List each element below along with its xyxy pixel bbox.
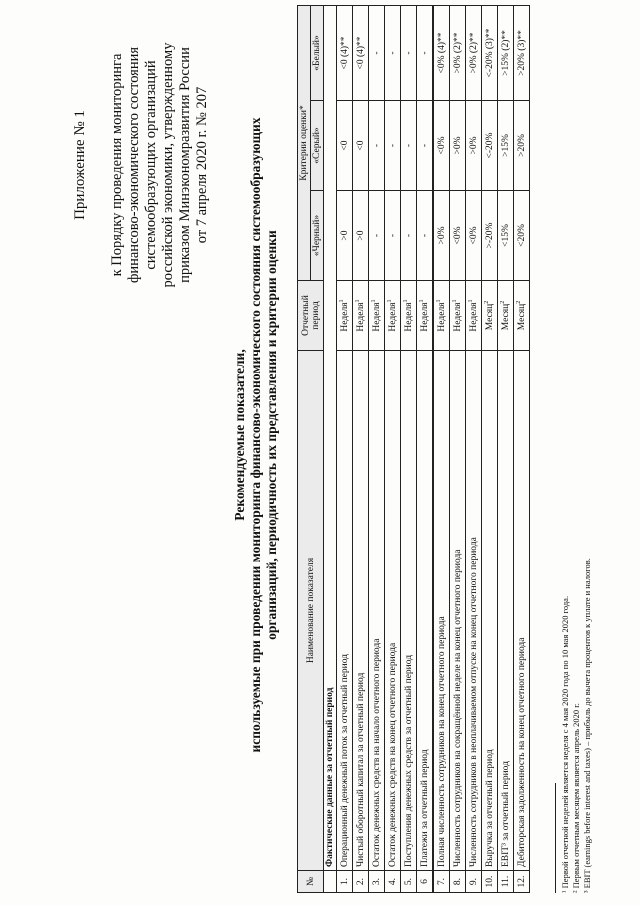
- row-number: 9.: [466, 871, 482, 893]
- appendix-line: системообразующих организаций: [143, 60, 159, 270]
- criterion-grey: >0%: [450, 101, 466, 191]
- footnote-ref: 1: [435, 299, 442, 303]
- indicator-name: Чистый оборотный капитал за отчетный период: [353, 351, 369, 871]
- footnote-rule: [555, 783, 556, 893]
- reporting-period: Неделя$^1$: [433, 281, 450, 351]
- criterion-black: >-20%: [482, 191, 498, 281]
- criterion-white: <0 (4)**: [353, 5, 369, 100]
- row-number: 10.: [482, 871, 498, 893]
- header-grey: «Серый»: [311, 101, 324, 191]
- reporting-period: Неделя$^1$: [337, 281, 353, 351]
- section-title: Фактические данные за отчетный период: [324, 5, 337, 870]
- header-criteria: Критерии оценки*: [298, 5, 311, 280]
- table-row: [369, 5, 385, 892]
- criterion-black: -: [417, 191, 434, 281]
- criterion-grey: <0: [353, 101, 369, 191]
- reporting-period: Месяц$^2$: [482, 281, 498, 351]
- title-line: Рекомендуемые показатели,: [232, 349, 247, 521]
- criterion-white: <0 (4)**: [337, 5, 353, 100]
- header-white: «Белый»: [311, 5, 324, 100]
- criterion-white: -: [401, 5, 417, 100]
- row-number: 1.: [337, 871, 353, 893]
- indicator-name: Численность сотрудников на сокращённой неделе на конец отчетного периода: [450, 351, 466, 871]
- title-line: организаций, периодичность их представления и критерии оценки: [264, 230, 279, 640]
- row-number: 8.: [450, 871, 466, 893]
- criterion-white: >15% (2)**: [498, 5, 514, 100]
- reporting-period: Неделя$^1$: [401, 281, 417, 351]
- header-num: №: [298, 871, 324, 893]
- reporting-period: Неделя$^1$: [353, 281, 369, 351]
- indicator-name: Дебиторская задолженность на конец отчетного периода: [514, 351, 530, 871]
- appendix-line: к Порядку проведения мониторинга: [109, 53, 125, 277]
- footnote-ref: 2: [483, 300, 490, 304]
- indicator-name: Платежи за отчетный период: [417, 351, 434, 871]
- criterion-grey: <0: [337, 101, 353, 191]
- section-row: [324, 5, 337, 892]
- reporting-period: Неделя$^1$: [369, 281, 385, 351]
- footnote-ref: 1: [467, 299, 474, 303]
- table-row: [385, 5, 401, 892]
- footnote-ref: 1: [370, 299, 377, 303]
- criterion-white: -: [385, 5, 401, 100]
- reporting-period: Неделя$^1$: [417, 281, 434, 351]
- criterion-white: <0% (4)**: [433, 5, 450, 100]
- criterion-grey: -: [401, 101, 417, 191]
- document-title: [232, 55, 280, 815]
- appendix-line: от 7 апреля 2020 г. № 207: [194, 86, 210, 244]
- appendix-line: российской экономики, утвержденному: [160, 42, 176, 288]
- criterion-grey: -: [417, 101, 434, 191]
- table-row: [401, 5, 417, 892]
- reporting-period: Неделя$^1$: [385, 281, 401, 351]
- table-row: [337, 5, 353, 892]
- row-number: 4.: [385, 871, 401, 893]
- criterion-grey: -: [385, 101, 401, 191]
- criterion-white: -: [417, 5, 434, 100]
- footnote-ref: 1: [402, 299, 409, 303]
- footnote-ref: 1: [451, 299, 458, 303]
- indicator-name: Численность сотрудников в неоплачиваемом отпуске на конец отчетного периода: [466, 351, 482, 871]
- indicator-name: Операционный денежный поток за отчетный период: [337, 351, 353, 871]
- header-black: «Черный»: [311, 191, 324, 281]
- criterion-black: >0: [337, 191, 353, 281]
- table-row: [482, 5, 498, 892]
- reporting-period: Месяц$^2$: [498, 281, 514, 351]
- criterion-black: <20%: [514, 191, 530, 281]
- row-number: 3.: [369, 871, 385, 893]
- table-body: [324, 5, 530, 892]
- reporting-period: Неделя$^1$: [450, 281, 466, 351]
- row-number: 7.: [433, 871, 450, 893]
- criterion-grey: <-20%: [482, 101, 498, 191]
- criterion-white: <-20% (3)**: [482, 5, 498, 100]
- appendix-block: [72, 15, 211, 315]
- row-number: 12.: [514, 871, 530, 893]
- criterion-white: >0% (2)**: [450, 5, 466, 100]
- footnote-1: ¹ Первой отчетной неделей является неделя с 4 мая 2020 года по 10 мая 2020 года.: [560, 595, 570, 893]
- indicator-name: Полная численность сотрудников на конец отчетного периода: [433, 351, 450, 871]
- criterion-black: >0: [353, 191, 369, 281]
- criterion-black: -: [369, 191, 385, 281]
- footnote-2: ² Первым отчетным месяцем является апрель 2020 г.: [571, 703, 581, 893]
- indicator-name: Выручка за отчетный период: [482, 351, 498, 871]
- reporting-period: Месяц$^2$: [514, 281, 530, 351]
- indicators-table: [297, 5, 530, 893]
- reporting-period: Неделя$^1$: [466, 281, 482, 351]
- criterion-black: -: [385, 191, 401, 281]
- row-number: 6: [417, 871, 434, 893]
- footnote-ref: 2: [515, 300, 522, 304]
- indicator-name: EBIT³ за отчетный период: [498, 351, 514, 871]
- row-number: 11.: [498, 871, 514, 893]
- criterion-grey: -: [369, 101, 385, 191]
- criterion-black: >0%: [433, 191, 450, 281]
- indicator-name: Поступления денежных средств за отчетный период: [401, 351, 417, 871]
- table-row: [498, 5, 514, 892]
- row-number: 2.: [353, 871, 369, 893]
- criterion-white: >20% (3)**: [514, 5, 530, 100]
- criterion-black: -: [401, 191, 417, 281]
- criterion-grey: >20%: [514, 101, 530, 191]
- footnotes: [555, 193, 593, 893]
- indicator-name: Остаток денежных средств на конец отчетного периода: [385, 351, 401, 871]
- criterion-white: -: [369, 5, 385, 100]
- criterion-black: <0%: [466, 191, 482, 281]
- indicator-name: Остаток денежных средств на начало отчетного периода: [369, 351, 385, 871]
- appendix-line: приказом Минэкономразвития России: [177, 47, 193, 283]
- criterion-grey: >0%: [466, 101, 482, 191]
- footnote-3: ³ EBIT (earnings before interest and taxes) – прибыль до вычета процентов к уплате и налогов.: [582, 558, 592, 893]
- criterion-grey: <0%: [433, 101, 450, 191]
- table-row: [417, 5, 434, 892]
- footnote-ref: 1: [418, 299, 425, 303]
- footnote-ref: 1: [354, 299, 361, 303]
- criterion-white: >0% (2)**: [466, 5, 482, 100]
- table-row: [514, 5, 530, 892]
- row-number: 5.: [401, 871, 417, 893]
- criterion-black: <15%: [498, 191, 514, 281]
- table-row: [433, 5, 450, 892]
- table-row: [450, 5, 466, 892]
- title-line: используемые при проведении мониторинга финансово-экономического состояния системообразующих: [248, 117, 263, 753]
- footnote-ref: 2: [499, 300, 506, 304]
- criterion-black: <0%: [450, 191, 466, 281]
- header-name: Наименование показателя: [298, 351, 324, 871]
- appendix-title: Приложение № 1: [72, 110, 88, 220]
- footnote-ref: 1: [338, 299, 345, 303]
- appendix-line: финансово-экономического состояния: [126, 46, 142, 284]
- table-row: [353, 5, 369, 892]
- footnote-ref: 1: [386, 299, 393, 303]
- header-period: Отчетный период: [298, 281, 324, 351]
- table-row: [466, 5, 482, 892]
- criterion-grey: >15%: [498, 101, 514, 191]
